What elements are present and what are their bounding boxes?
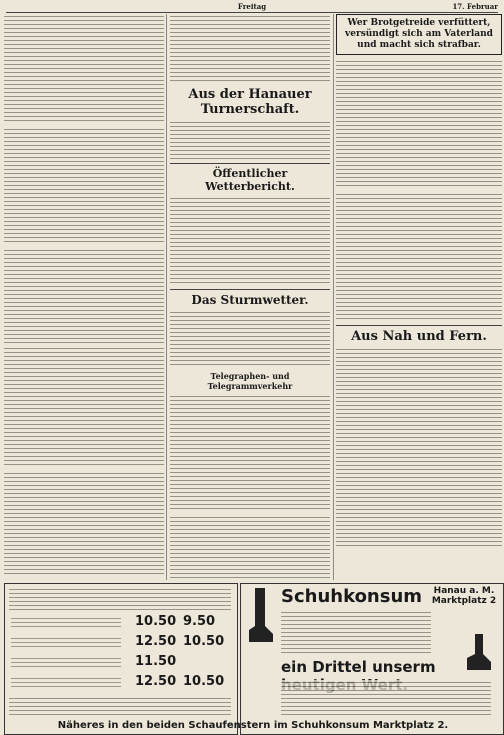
ad-item-label [11, 616, 121, 628]
ad-item-label [11, 676, 121, 688]
divider [170, 289, 330, 290]
column-3 [336, 14, 502, 580]
column-2 [170, 14, 330, 580]
column-divider [333, 14, 334, 580]
ad-footer: Näheres in den beiden Schaufenstern im Schuhkonsum Marktplatz 2. [57, 720, 449, 731]
boot-icon [245, 586, 275, 646]
price-a: 11.50 [135, 654, 177, 669]
masthead [6, 2, 498, 13]
price-b: 10.50 [183, 634, 225, 649]
brand-address: Hanau a. M. Marktplatz 2 [431, 586, 497, 606]
ad-price-row [11, 636, 231, 650]
subheading-telegraphen: Telegraphen- und Telegrammverkehr [207, 371, 293, 391]
heading-aus-nah-und-fern: Aus Nah und Fern. [351, 329, 487, 344]
ad-item-label [11, 636, 121, 648]
heading-turnerschaft: Aus der Hanauer Turnerschaft. [188, 87, 312, 117]
notice-box: Wer Brotgetreide verfüttert, versündigt sich am Vaterland und macht sich strafbar. [336, 14, 502, 55]
article-text [4, 14, 164, 124]
ad-text [9, 587, 231, 611]
price-b: 9.50 [183, 614, 216, 629]
article-text [336, 192, 502, 322]
price-b: 10.50 [183, 674, 225, 689]
price-a: 12.50 [135, 674, 177, 689]
article-text [4, 346, 164, 468]
article-text [170, 394, 330, 512]
price-a: 12.50 [135, 634, 177, 649]
article-text [170, 515, 330, 580]
column-divider [166, 14, 167, 580]
masthead-date: 17. Februar [452, 2, 498, 11]
advertisement-prices [4, 583, 238, 735]
ad-price-row [11, 676, 231, 690]
article-text [170, 310, 330, 368]
divider [170, 163, 330, 164]
article-text [170, 120, 330, 160]
ad-slogan: ein Drittel unserm [281, 658, 436, 676]
ad-price-row [11, 616, 231, 630]
article-text [170, 196, 330, 286]
ad-price-row [11, 656, 231, 670]
article-text [336, 347, 502, 547]
article-text [4, 248, 164, 343]
column-1 [4, 14, 164, 580]
advertisement-schuhkonsum [240, 583, 504, 735]
heading-wetterbericht: Öffentlicher Wetterbericht. [205, 167, 295, 193]
article-text [336, 59, 502, 189]
article-text [4, 471, 164, 575]
divider [336, 325, 502, 326]
price-a: 10.50 [135, 614, 177, 629]
masthead-day: Freitag [237, 2, 267, 11]
article-text [170, 14, 330, 84]
ad-text [281, 610, 431, 654]
ad-item-label [11, 656, 121, 668]
ad-text [281, 680, 491, 716]
brand-name: Schuhkonsum [281, 586, 423, 607]
article-text [4, 127, 164, 245]
heading-sturmwetter: Das Sturmwetter. [191, 293, 309, 307]
ad-text [9, 696, 231, 716]
